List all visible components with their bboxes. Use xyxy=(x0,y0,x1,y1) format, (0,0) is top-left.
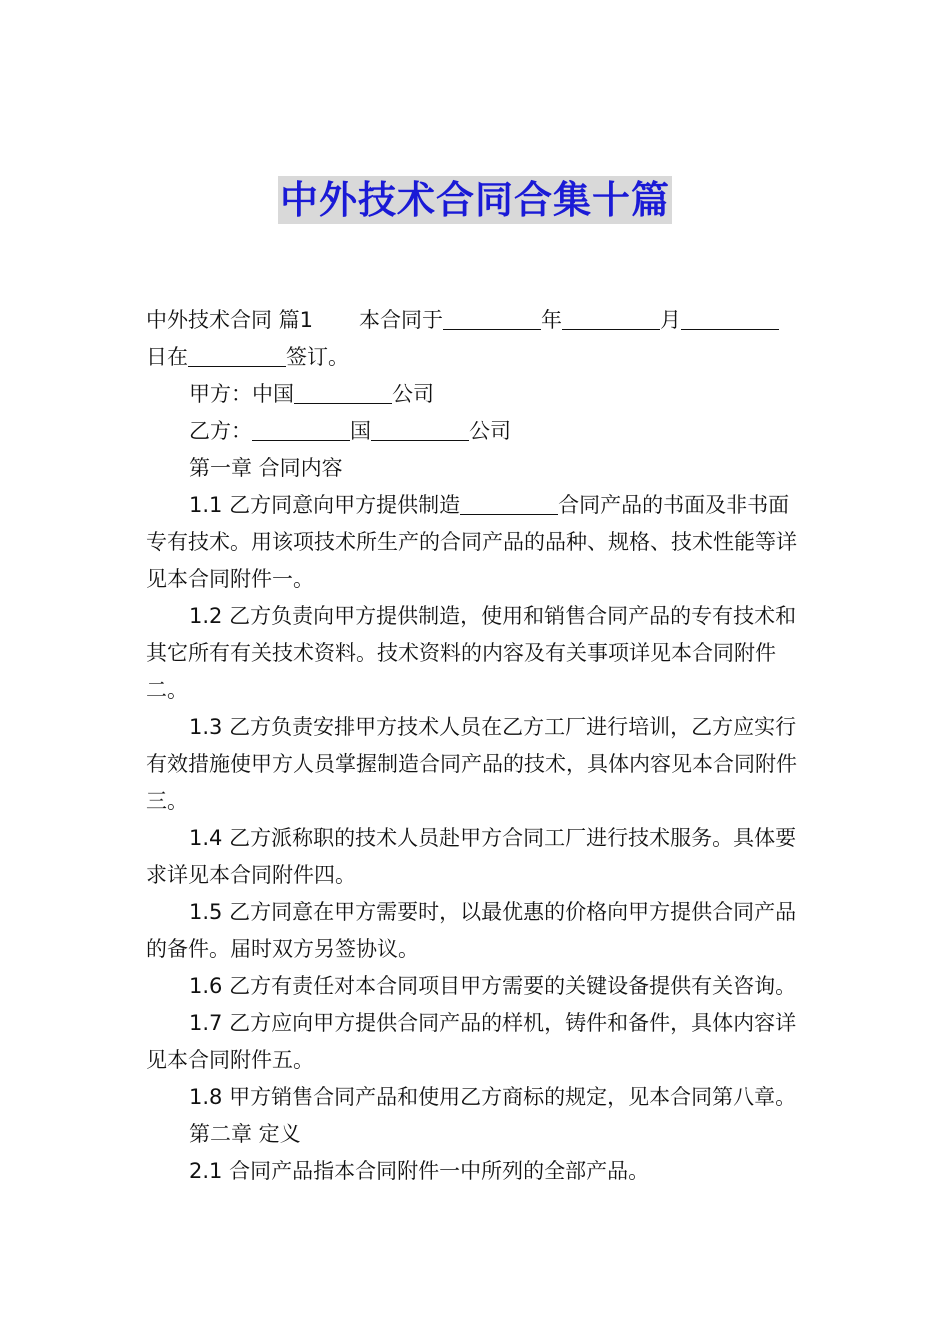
intro-paragraph xyxy=(146,302,810,376)
blank-line xyxy=(252,418,350,441)
intro-date-text: 本合同于 xyxy=(359,308,444,332)
clause-1-1-prefix: 1.1 乙方同意向甲方提供制造 xyxy=(189,493,461,517)
blank-line xyxy=(188,344,286,367)
blank-line xyxy=(681,307,779,330)
title-block xyxy=(0,176,950,224)
party-a-suffix: 公司 xyxy=(392,382,434,406)
signed-label: 签订。 xyxy=(286,345,349,369)
blank-line xyxy=(443,307,541,330)
document-body xyxy=(146,302,810,1190)
day-label: 日在 xyxy=(146,345,188,369)
blank-line xyxy=(294,381,392,404)
blank-line xyxy=(562,307,660,330)
clause-1-3: 1.3 乙方负责安排甲方技术人员在乙方工厂进行培训，乙方应实行有效措施使甲方人员掌握制造合同产品的技术，具体内容见本合同附件三。 xyxy=(146,715,797,813)
party-a-prefix: 甲方：中国 xyxy=(189,382,294,406)
clause-1-2: 1.2 乙方负责向甲方提供制造，使用和销售合同产品的专有技术和其它所有有关技术资料。技术资料的内容及有关事项详见本合同附件二。 xyxy=(146,604,797,702)
chapter-2-heading: 第二章 定义 xyxy=(189,1122,301,1146)
blank-line xyxy=(371,418,469,441)
month-label: 月 xyxy=(660,308,682,332)
chapter-1-heading: 第一章 合同内容 xyxy=(189,456,343,480)
clause-1-1-suffix: 合同产品的书面及非书面专有技术。用该项技术所生产的合同产品的品种、规格、技术性能等详见本合同附件一。 xyxy=(146,493,797,591)
year-label: 年 xyxy=(541,308,563,332)
party-b-middle: 国 xyxy=(350,419,371,443)
clause-1-6: 1.6 乙方有责任对本合同项目甲方需要的关键设备提供有关咨询。 xyxy=(189,974,797,998)
clause-1-8: 1.8 甲方销售合同产品和使用乙方商标的规定，见本合同第八章。 xyxy=(189,1085,797,1109)
party-b-line xyxy=(146,413,810,450)
clause-1-7: 1.7 乙方应向甲方提供合同产品的样机，铸件和备件，具体内容详见本合同附件五。 xyxy=(146,1011,797,1072)
intro-label: 中外技术合同 篇1 xyxy=(146,308,314,332)
document-title: 中外技术合同合集十篇 xyxy=(279,178,670,222)
party-a-line xyxy=(146,376,810,413)
clause-1-1 xyxy=(146,487,810,598)
party-b-suffix: 公司 xyxy=(469,419,511,443)
blank-line xyxy=(460,492,558,515)
party-b-prefix: 乙方： xyxy=(189,419,252,443)
clause-2-1: 2.1 合同产品指本合同附件一中所列的全部产品。 xyxy=(189,1159,650,1183)
clause-1-5: 1.5 乙方同意在甲方需要时，以最优惠的价格向甲方提供合同产品的备件。届时双方另签协议。 xyxy=(146,900,797,961)
clause-1-4: 1.4 乙方派称职的技术人员赴甲方合同工厂进行技术服务。具体要求详见本合同附件四。 xyxy=(146,826,797,887)
